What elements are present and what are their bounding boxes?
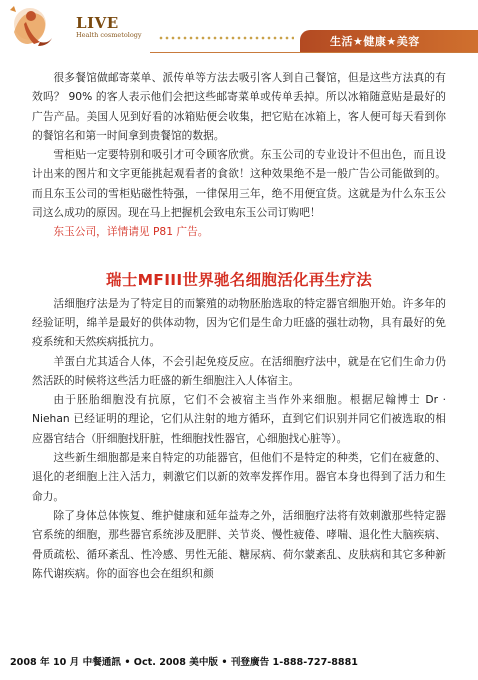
dotted-divider [158,36,294,40]
article2-title: 瑞士MFIII世界驰名细胞活化再生疗法 [105,270,372,289]
article-body [32,68,446,583]
article1-paragraph-2: 雪柜贴一定要特别和吸引才可令顾客欣赏。东玉公司的专业设计不但出色，而且设计出来的图片和文字更能挑起观看者的食欲！这种效果绝不是一般广告公司能做到的。而且东玉公司的雪柜贴磁性特强，一律保用三年，绝不用便宜货。这就是为什么东玉公司这么成功的原因。现在马上把握机会致电东玉公司订购吧！ [32,148,446,220]
article2-paragraph-5: 除了身体总体恢复、维护健康和延年益寿之外，活细胞疗法将有效刺激那些特定器官系统的细胞，那些器官系统涉及肥胖、关节炎、慢性疲倦、哮喘、退化性大脑疾病、骨质疏松、循环紊乱、性冷感、男性无能、糖尿病、荷尔蒙紊乱、皮肤病和其它多种新陈代谢疾病。你的面容也会在组织和颜 [32,508,446,580]
article2-paragraph-2: 羊蛋白尤其适合人体，不会引起免疫反应。在活细胞疗法中，就是在它们生命力仍然活跃的时候将这些活力旺盛的新生细胞注入人体宿主。 [32,354,446,387]
page-header [0,0,478,52]
section-tab-label: 生活★健康★美容 [330,35,420,48]
article2-paragraph-4: 这些新生细胞都是来自特定的功能器官，但他们不是特定的种类，它们在疲惫的、退化的老细胞上注入活力，刺激它们以新的效率发挥作用。器官本身也得到了活力和生命力。 [32,451,446,503]
brand-subtitle: Health cosmetology [76,31,142,39]
brand-title: LIVE [76,14,119,32]
article2-paragraph-3: 由于胚胎细胞没有抗原，它们不会被宿主当作外来细胞。根据尼翰博士 Dr · Niehan 已经证明的理论，它们从注射的地方循环，直到它们识别并同它们被选取的相应器官结合（肝细胞找肝脏，性细胞找性器官，心细胞找心脏等）。 [32,393,446,445]
article1-note: 东玉公司，详情请见 P81 广告。 [53,225,209,239]
page-footer: 2008 年 10 月 中餐通訊 • Oct. 2008 美中版 • 刊登廣告 1-888-727-8881 [10,657,358,668]
article1-paragraph-1: 很多餐馆做邮寄菜单、派传单等方法去吸引客人到自己餐馆，但是这些方法真的有效吗？ 90% 的客人表示他们会把这些邮寄菜单或传单丢掉。所以冰箱随意贴是最好的广告产品。美国人见到好看的冰箱贴便会收集，把它贴在冰箱上，客人便可每天看到你的餐馆名和第一时间拿到贵餐馆的数据。 [32,71,446,142]
header-rule [150,52,478,53]
article2-paragraph-1: 活细胞疗法是为了特定目的而繁殖的动物胚胎选取的特定器官细胞开始。许多年的经验证明，绵羊是最好的供体动物，因为它们是生命力旺盛的强壮动物，具有最好的免疫系统和天然疾病抵抗力。 [32,296,446,349]
mermaid-logo-icon [4,2,64,48]
